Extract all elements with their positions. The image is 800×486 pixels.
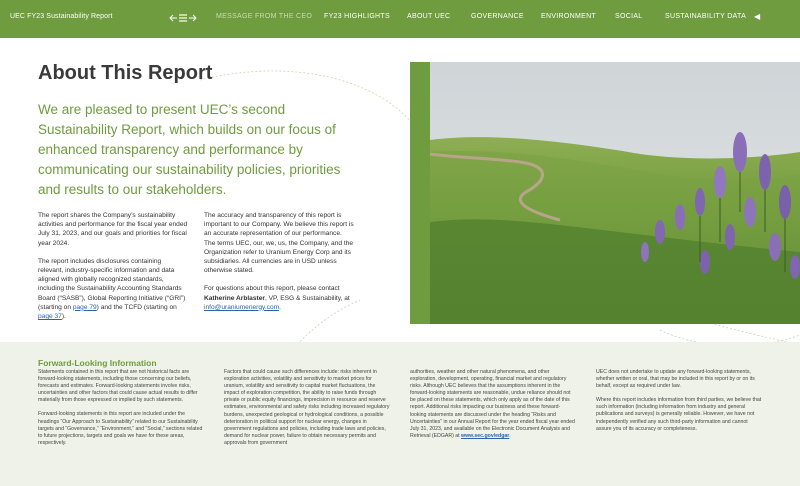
nav-item-sustainability-data[interactable]: SUSTAINABILITY DATA <box>665 13 747 20</box>
sec-edgar-link[interactable]: www.sec.gov/edgar <box>461 432 510 439</box>
intro-paragraph-2-text-a: The report includes disclosures containing relevant, industry-specific information and data aligned with globally recognized standards, including the Sustainability Accounting Standards Board (“SASB”), Global Reporting Initiative (“GRI”) (starting on <box>38 257 186 311</box>
nav-item-social[interactable]: SOCIAL <box>615 13 643 20</box>
nav-item-message-from-ceo[interactable]: MESSAGE FROM THE CEO <box>216 13 313 20</box>
intro-paragraph-2 <box>38 257 188 321</box>
contact-text-a: For questions about this report, please contact <box>204 285 340 293</box>
triangle-left-icon[interactable]: ◀ <box>754 12 761 21</box>
accuracy-paragraph: The accuracy and transparency of this report is important to our Company. We believe this report is an accurate representation of our performance. The terms UEC, our, we, us, the Company, and the Organization refer to Uranium Energy Corp and its subsidiaries. All currencies are in USD unless otherwise stated. <box>204 212 354 275</box>
intro-paragraph-2-text-c: ). <box>61 313 66 321</box>
contact-name: Katherine Arblaster <box>204 294 265 302</box>
intro-paragraph-2-text-b: ) and the TCFD (starting on <box>96 303 177 311</box>
page-title: About This Report <box>38 62 213 84</box>
report-brand-title[interactable]: UEC FY23 Sustainability Report <box>10 13 113 20</box>
intro-paragraph-1: The report shares the Company’s sustainability activities and performance for the fiscal year ended July 31, 2023, and our goals and priorities for fiscal year 2024. <box>38 212 188 247</box>
contact-paragraph <box>204 284 354 312</box>
intro-column-left <box>38 211 188 330</box>
contact-email-link[interactable]: info@uraniumenergy.com <box>204 303 280 311</box>
nav-item-environment[interactable]: ENVIRONMENT <box>541 13 597 20</box>
top-navigation-bar <box>0 0 800 38</box>
photo-accent-bar <box>410 62 430 324</box>
forward-column-3 <box>410 369 576 447</box>
forward-c1-p2: Forward-looking statements in this report are included under the headings “Our Approach to Sustainability” related to our Sustainability targets and “Governance,” “Environment,” and “Social,” sections related to future projections, targets and goals we have for these areas, respectively. <box>38 411 203 446</box>
nav-item-governance[interactable]: GOVERNANCE <box>471 13 524 20</box>
forward-c3-p1 <box>410 369 576 440</box>
forward-column-1 <box>38 369 204 454</box>
intro-column-right <box>204 211 354 321</box>
forward-c1-p1: Statements contained in this report that are not historical facts are forward-looking statements, including those concerning our beliefs, forecasts and estimates. Forward-looking statements involve risks, uncertainties and other factors that could cause actual results to differ materially from those expressed or implied by such statements. <box>38 369 198 404</box>
landscape-lupine-photo <box>430 62 800 324</box>
contact-text-b: , VP, ESG & Sustainability, at <box>264 294 350 302</box>
page-37-link[interactable]: page 37 <box>38 313 62 321</box>
forward-c2-p1: Factors that could cause such differences include: risks inherent in exploration activities, volatility and sensitivity to market prices for uranium, volatility and sensitivity to capital market fluctuations, the impact of exploration competition, the ability to raise funds through private or public equity financings, imprecision in resource and reserve estimates, environmental and safety risks including increased regulatory burdens, unexpected geological or hydrological conditions, a possible deterioration in political support for nuclear energy, changes in government regulations and policies, including trade laws and policies, demand for nuclear power, failure to obtain necessary permits and approvals from government <box>224 369 390 446</box>
forward-c4-p2: Where this report includes information from third parties, we believe that such information (including information from industry and general publications and surveys) is generally reliable. However, we have not independently verified any such third-party information and cannot assure you of its accuracy or completeness. <box>596 397 762 432</box>
nav-item-fy23-highlights[interactable]: FY23 HIGHLIGHTS <box>324 13 390 20</box>
forward-c3-text-a: authorities, weather and other natural phenomena, and other exploration, development, operating, financial market and regulatory risks. Although UEC believes that the assumptions inherent in the forward-looking statements are reasonable, undue reliance should not be placed on these statements, which only apply as of the date of this report. Additional risks impacting our business and these forward-looking statements are discussed under the heading “Risks and Uncertainties” in our Annual Report for the year ended fiscal year ended July 31, 2023, and available on the Electronic Document Analysis and Retrieval (EDGAR) at <box>410 369 575 439</box>
nav-item-about-uec[interactable]: ABOUT UEC <box>407 13 451 20</box>
menu-arrows-icon[interactable] <box>168 11 198 25</box>
forward-looking-title: Forward-Looking Information <box>38 358 157 368</box>
forward-c4-p1: UEC does not undertake to update any forward-looking statements, whether written or oral, that may be included in this report by or on its behalf, except as required under law. <box>596 369 755 390</box>
forward-column-4 <box>596 369 762 440</box>
contact-text-c: . <box>279 303 281 311</box>
forward-c3-text-b: . <box>509 432 511 439</box>
forward-column-2 <box>224 369 390 454</box>
page-79-link[interactable]: page 79 <box>72 303 97 311</box>
lead-statement: We are pleased to present UEC’s second Sustainability Report, which builds on our focus of enhanced transparency and performance by communicating our sustainability policies, priorities and results to our stakeholders. <box>38 102 341 197</box>
